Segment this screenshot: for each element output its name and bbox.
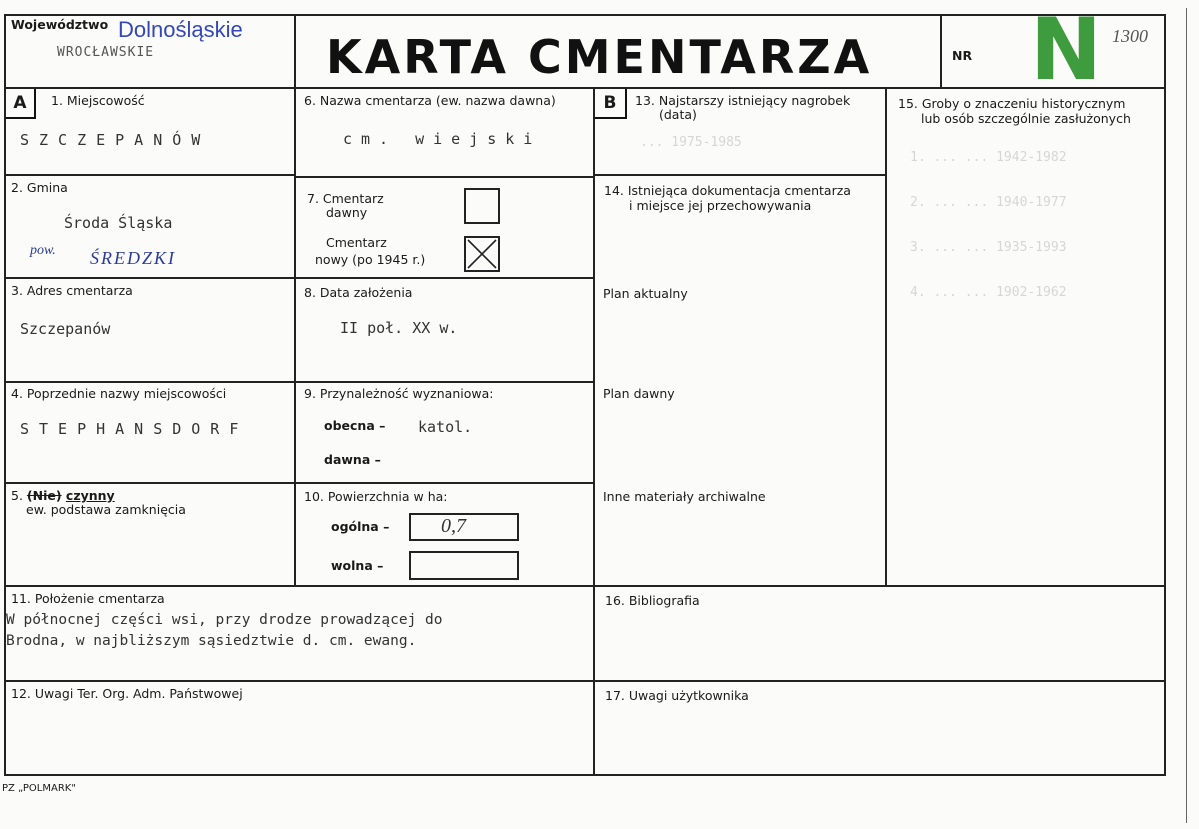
col-divider — [294, 87, 296, 587]
field-5-label: czynny — [65, 488, 115, 503]
field-7b-label-line2: nowy (po 1945 r.) — [315, 252, 426, 267]
show-through-text: 2. ... ... 1940-1977 — [910, 195, 1067, 210]
field-15-label-line2: lub osób szczególnie zasłużonych — [921, 111, 1131, 126]
field-11-label: 11. Położenie cmentarza — [11, 591, 165, 606]
field-2-label: 2. Gmina — [11, 180, 68, 195]
field-13-label: 13. Najstarszy istniejący nagrobek — [635, 93, 851, 108]
field-2-value: Środa Śląska — [64, 214, 173, 232]
field-7-label: 7. Cmentarz — [307, 191, 384, 206]
show-through-text: 3. ... ... 1935-1993 — [910, 240, 1067, 255]
col-divider — [593, 87, 595, 776]
row-rule — [593, 174, 886, 176]
row-rule — [294, 176, 594, 178]
field-9-label: 9. Przynależność wyznaniowa: — [304, 386, 494, 401]
dawny-checkbox[interactable] — [464, 188, 500, 224]
field-2-hand-prefix: pow. — [30, 243, 56, 258]
field-9-obecna-value: katol. — [418, 418, 473, 436]
field-8-label: 8. Data założenia — [304, 285, 413, 300]
field-7b-label: Cmentarz — [326, 235, 387, 250]
field-2-hand-value: ŚREDZKI — [90, 248, 176, 268]
frame-bottom — [4, 774, 1166, 776]
show-through-text: 4. ... ... 1902-1962 — [910, 285, 1067, 300]
page-title: KARTA CMENTARZA — [326, 30, 873, 84]
row-rule — [4, 680, 1166, 682]
wojewodztwo-typed: WROCŁAWSKIE — [57, 45, 155, 60]
field-13-label-line2: (data) — [659, 107, 697, 122]
page-edge — [1186, 8, 1187, 823]
header-divider — [294, 14, 296, 89]
section-a-letter: A — [6, 89, 36, 119]
show-through-text: 1. ... ... 1942-1982 — [910, 150, 1067, 165]
field-15-label: 15. Groby o znaczeniu historycznym — [898, 96, 1126, 111]
field-1-label: 1. Miejscowość — [51, 93, 145, 108]
col-divider — [885, 87, 887, 587]
field-16-label: 16. Bibliografia — [605, 593, 700, 608]
field-12-label: 12. Uwagi Ter. Org. Adm. Państwowej — [11, 686, 243, 701]
field-4-label: 4. Poprzednie nazwy miejscowości — [11, 386, 227, 401]
inne-materialy-label: Inne materiały archiwalne — [603, 489, 766, 504]
row-rule — [4, 381, 595, 383]
field-7-label-line2: dawny — [326, 205, 368, 220]
field-6-value: cm. wiejski — [343, 130, 542, 148]
row-rule — [4, 174, 295, 176]
plan-dawny-label: Plan dawny — [603, 386, 675, 401]
ogolna-input[interactable] — [409, 513, 519, 541]
field-10-label: 10. Powierzchnia w ha: — [304, 489, 448, 504]
frame-top — [4, 14, 1166, 16]
nr-label: NR — [952, 48, 973, 63]
wolna-input[interactable] — [409, 551, 519, 580]
field-10-wolna-label: wolna – — [331, 558, 384, 573]
plan-aktualny-label: Plan aktualny — [603, 286, 688, 301]
field-5-label-line2: ew. podstawa zamknięcia — [26, 502, 186, 517]
row-rule — [4, 482, 595, 484]
row-rule — [4, 585, 1166, 587]
row-rule — [4, 277, 595, 279]
field-5-struck: (Nie) — [26, 488, 62, 503]
category-letter-stamp: N — [1030, 0, 1102, 100]
field-11-value-line2: Brodna, w najbliższym sąsiedztwie d. cm. ewang. — [6, 633, 417, 649]
field-4-value: STEPHANSDORF — [20, 420, 249, 438]
field-1-value: SZCZEPANÓW — [20, 131, 211, 149]
field-11-value-line1: W północnej części wsi, przy drodze prowadzącej do — [6, 612, 443, 628]
field-14-label-line2: i miejsce jej przechowywania — [629, 198, 812, 213]
header-divider — [940, 14, 942, 89]
field-9-dawna-label: dawna – — [324, 452, 381, 467]
wojewodztwo-stamp: Dolnośląskie — [118, 17, 243, 42]
ogolna-value: 0,7 — [441, 515, 466, 537]
field-9-obecna-label: obecna – — [324, 418, 386, 433]
check-cross-icon — [466, 238, 498, 270]
frame-right — [1164, 14, 1166, 776]
field-3-label: 3. Adres cmentarza — [11, 283, 133, 298]
field-8-value: II poł. XX w. — [340, 319, 458, 337]
field-10-ogolna-label: ogólna – — [331, 519, 390, 534]
header-bottom-rule — [4, 87, 1166, 89]
field-6-label: 6. Nazwa cmentarza (ew. nazwa dawna) — [304, 93, 556, 108]
printer-imprint: PZ „POLMARK" — [2, 783, 76, 794]
field-17-label: 17. Uwagi użytkownika — [605, 688, 749, 703]
frame-left — [4, 14, 6, 776]
show-through-text: ... 1975-1985 — [640, 135, 742, 150]
nr-value: 1300 — [1112, 26, 1148, 46]
section-b-letter: B — [595, 89, 627, 119]
field-14-label: 14. Istniejąca dokumentacja cmentarza — [604, 183, 851, 198]
wojewodztwo-label: Województwo — [11, 17, 109, 32]
field-3-value: Szczepanów — [20, 320, 111, 338]
nowy-checkbox[interactable] — [464, 236, 500, 272]
